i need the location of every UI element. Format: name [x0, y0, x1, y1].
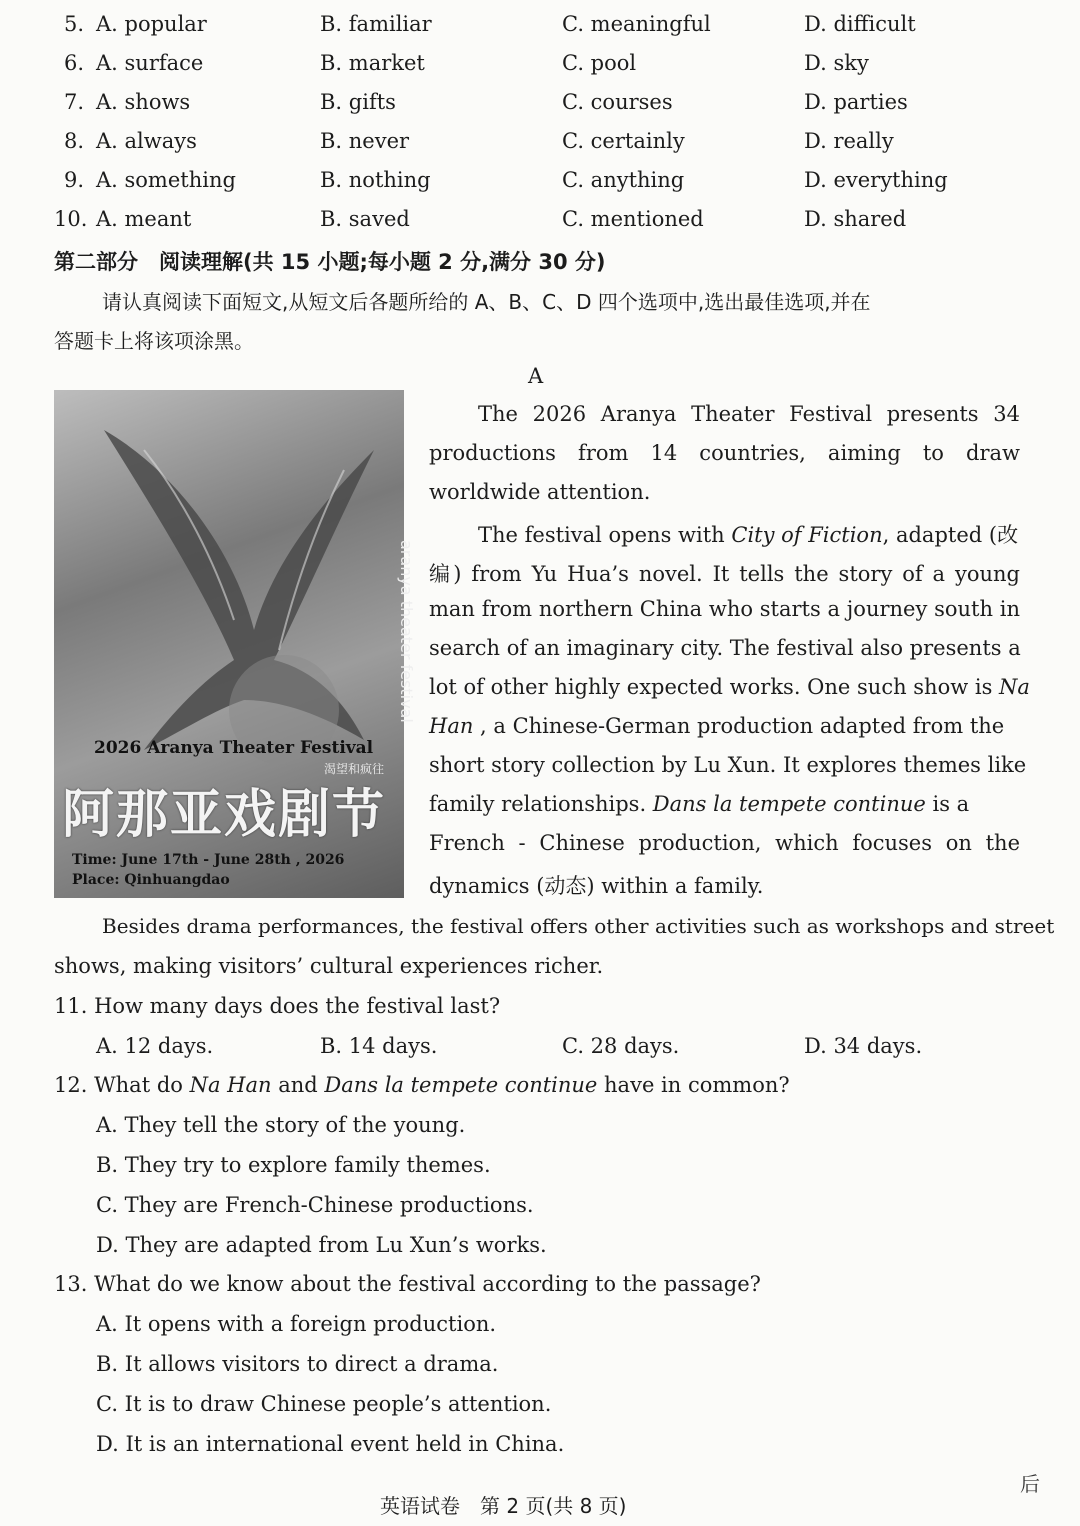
passage-line — [478, 519, 1020, 549]
text-run: and — [271, 1073, 325, 1097]
choice-row-8 — [0, 129, 1080, 159]
text-run: 12. What do — [54, 1073, 190, 1097]
choice-row-10 — [0, 207, 1080, 237]
question-number: 9. — [64, 168, 85, 192]
option-a: A. surface — [96, 51, 204, 75]
title-na-han: Han — [429, 714, 474, 738]
option-d: D. sky — [804, 51, 869, 75]
option-c: C. certainly — [562, 129, 685, 153]
title-dans-la-tempete: Dans la tempete continue — [652, 792, 926, 816]
poster-title-english: 2026 Aranya Theater Festival — [94, 738, 374, 758]
choice-row-9 — [0, 168, 1080, 198]
option-c: C. meaningful — [562, 12, 711, 36]
option-c: C. mentioned — [562, 207, 704, 231]
option-d: D. It is an international event held in China. — [96, 1432, 565, 1456]
option-d: D. 34 days. — [804, 1034, 923, 1058]
option-b: B. market — [320, 51, 425, 75]
option-a: A. meant — [96, 207, 192, 231]
option-b: B. It allows visitors to direct a drama. — [96, 1352, 499, 1376]
text-run: The festival opens with — [478, 523, 732, 547]
option-c: C. anything — [562, 168, 685, 192]
bird-illustration — [84, 410, 384, 770]
poster-small-chinese: 渴望和疯往 — [324, 762, 385, 776]
option-a: A. 12 days. — [96, 1034, 214, 1058]
question-number: 5. — [64, 12, 85, 36]
option-a: A. It opens with a foreign production. — [96, 1312, 497, 1336]
option-b: B. never — [320, 129, 410, 153]
question-number: 8. — [64, 129, 85, 153]
passage-line — [429, 714, 1004, 738]
option-b: B. familiar — [320, 12, 432, 36]
passage-line: Besides drama performances, the festival offers other activities such as workshops and street — [102, 914, 1055, 938]
question-number: 6. — [64, 51, 85, 75]
poster-time: Time: June 17th - June 28th , 2026 — [72, 852, 345, 868]
text-run: lot of other highly expected works. One such show is — [429, 675, 1000, 699]
option-a: A. popular — [96, 12, 207, 36]
passage-line: French - Chinese production, which focuses on the — [429, 831, 1020, 855]
option-d: D. everything — [804, 168, 948, 192]
option-d: D. parties — [804, 90, 908, 114]
passage-line: dynamics (动态) within a family. — [429, 874, 764, 898]
title-na-han: Na — [999, 675, 1030, 699]
question-number: 10. — [54, 207, 88, 231]
section-title: 第二部分 阅读理解(共 15 小题;每小题 2 分,满分 30 分) — [54, 250, 606, 274]
title-na-han: Na Han — [189, 1073, 272, 1097]
poster-title-chinese: 阿那亚戏剧节 — [62, 785, 387, 845]
text-run: , adapted (改 — [882, 523, 1019, 547]
option-d: D. difficult — [804, 12, 916, 36]
option-d: D. They are adapted from Lu Xun’s works. — [96, 1233, 547, 1257]
option-a: A. always — [96, 129, 197, 153]
passage-line: search of an imaginary city. The festival also presents a — [429, 636, 1021, 660]
option-a: A. something — [96, 168, 236, 192]
option-d: D. shared — [804, 207, 907, 231]
instruction-line-1: 请认真阅读下面短文,从短文后各题所给的 A、B、C、D 四个选项中,选出最佳选项,并在 — [102, 290, 871, 314]
option-b: B. saved — [320, 207, 410, 231]
question-stem — [54, 1073, 790, 1097]
option-b: B. nothing — [320, 168, 431, 192]
passage-line — [429, 675, 1030, 699]
option-c: C. courses — [562, 90, 673, 114]
passage-line: worldwide attention. — [429, 480, 651, 504]
passage-line — [429, 792, 969, 816]
question-stem: 11. How many days does the festival last? — [54, 994, 501, 1018]
passage-label: A — [528, 364, 544, 388]
title-dans-la-tempete: Dans la tempete continue — [324, 1073, 598, 1097]
corner-mark: 后 — [1020, 1472, 1040, 1496]
option-b: B. They try to explore family themes. — [96, 1153, 491, 1177]
text-run: is a — [925, 792, 970, 816]
text-run: have in common? — [597, 1073, 790, 1097]
festival-poster — [54, 390, 416, 898]
option-c: C. They are French-Chinese productions. — [96, 1193, 534, 1217]
instruction-line-2: 答题卡上将该项涂黑。 — [54, 329, 254, 353]
passage-line: short story collection by Lu Xun. It explores themes like — [429, 753, 1027, 777]
question-stem: 13. What do we know about the festival according to the passage? — [54, 1272, 761, 1296]
passage-line: man from northern China who starts a journey south in — [429, 597, 1020, 621]
passage-line: shows, making visitors’ cultural experiences richer. — [54, 954, 604, 978]
question-number: 7. — [64, 90, 85, 114]
poster-vertical-right-text: aranya theater festival — [397, 540, 416, 723]
option-b: B. 14 days. — [320, 1034, 438, 1058]
passage-line: 编) from Yu Hua’s novel. It tells the story of a young — [429, 562, 1020, 586]
option-a: A. They tell the story of the young. — [96, 1113, 466, 1137]
text-run: , a Chinese-German production adapted from the — [473, 714, 1005, 738]
title-city-of-fiction: City of Fiction — [731, 523, 883, 547]
poster-place: Place: Qinhuangdao — [72, 872, 230, 888]
choice-row-6 — [0, 51, 1080, 81]
page-footer: 英语试卷 第 2 页(共 8 页) — [380, 1494, 627, 1518]
option-d: D. really — [804, 129, 894, 153]
option-c: C. 28 days. — [562, 1034, 680, 1058]
option-c: C. pool — [562, 51, 637, 75]
passage-line: The 2026 Aranya Theater Festival presents 34 — [478, 402, 1020, 426]
passage-line: productions from 14 countries, aiming to draw — [429, 441, 1020, 465]
choice-row-7 — [0, 90, 1080, 120]
option-a: A. shows — [96, 90, 191, 114]
option-b: B. gifts — [320, 90, 396, 114]
choice-row-5 — [0, 12, 1080, 42]
option-c: C. It is to draw Chinese people’s attention. — [96, 1392, 552, 1416]
text-run: family relationships. — [429, 792, 653, 816]
